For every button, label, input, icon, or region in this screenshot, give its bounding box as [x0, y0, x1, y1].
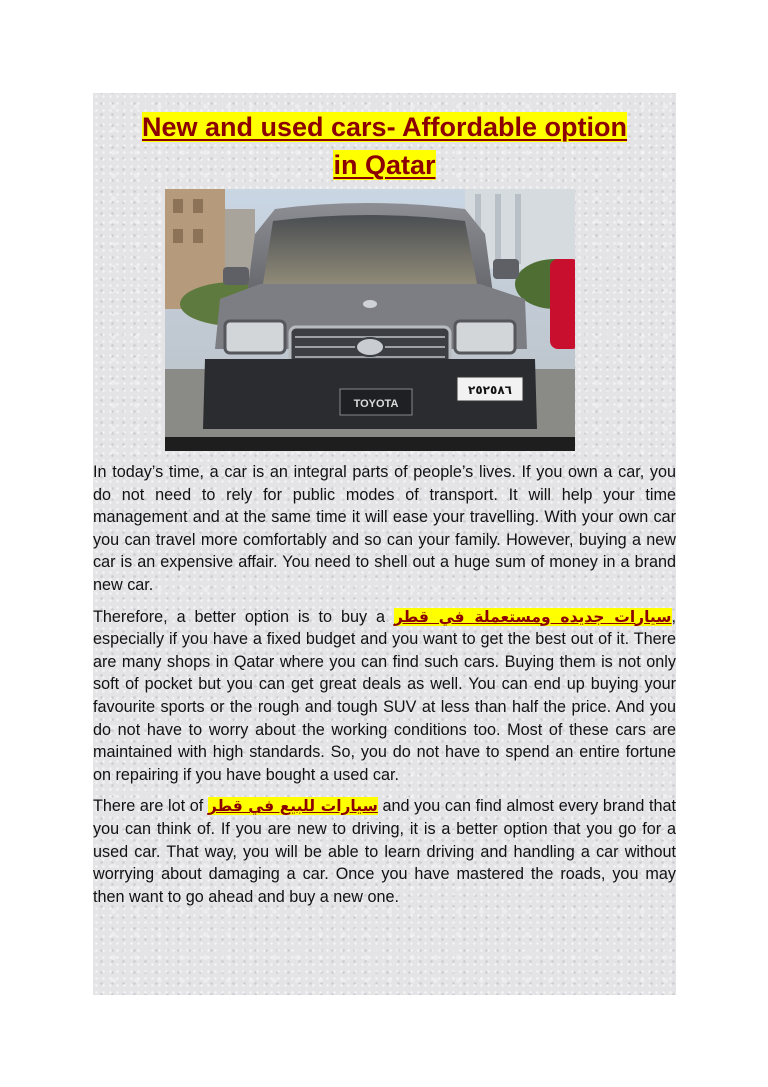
title-line-2: in Qatar: [333, 150, 436, 180]
paragraph-2: Therefore, a better option is to buy a سيارات جديده ومستعملة في قطر, especially if you have a fixed budget and you want to get the best out of it. There are many shops in Qatar where you can find such cars. Buying them is not only soft of pocket but you can get great deals as well. You can end up buying your favourite sports or the rough and tough SUV at less than half the price. And you do not have to worry about the working conditions too. Most of these cars are maintained with high standards. So, you do not have to spend an entire fortune on repairing if you have bought a used car.: [93, 607, 676, 784]
title-line-1: New and used cars- Affordable option: [141, 112, 628, 142]
cars-for-sale-qatar-link[interactable]: سيارات للبيع في قطر: [207, 797, 378, 816]
article-body: [93, 461, 676, 917]
paragraph-3: There are lot of سيارات للبيع في قطر and you can find almost every brand that you can think of. If you are new to driving, it is a better option that you go for a used car. That way, you will be able to learn driving and handling a car without worrying about damaging a car. Once you have mastered the roads, you may then want to go ahead and buy a new one.: [93, 797, 676, 906]
paragraph-1: In today’s time, a car is an integral parts of people’s lives. If you own a car, you do not need to rely for public modes of transport. It will help your time management and at the same time it will ease your travelling. With your own car you can travel more comfortably and so can your family. However, buying a new car is an expensive affair. You need to shell out a huge sum of money in a brand new car.: [93, 463, 676, 594]
grille-badge-text: TOYOTA: [353, 398, 399, 410]
license-plate-text: ٢٥٢٥٨٦: [468, 383, 512, 397]
car-photo: [165, 189, 575, 451]
used-cars-qatar-link[interactable]: سيارات جديده ومستعملة في قطر: [393, 607, 672, 626]
page-title: [93, 108, 676, 184]
car-illustration: [165, 189, 575, 451]
